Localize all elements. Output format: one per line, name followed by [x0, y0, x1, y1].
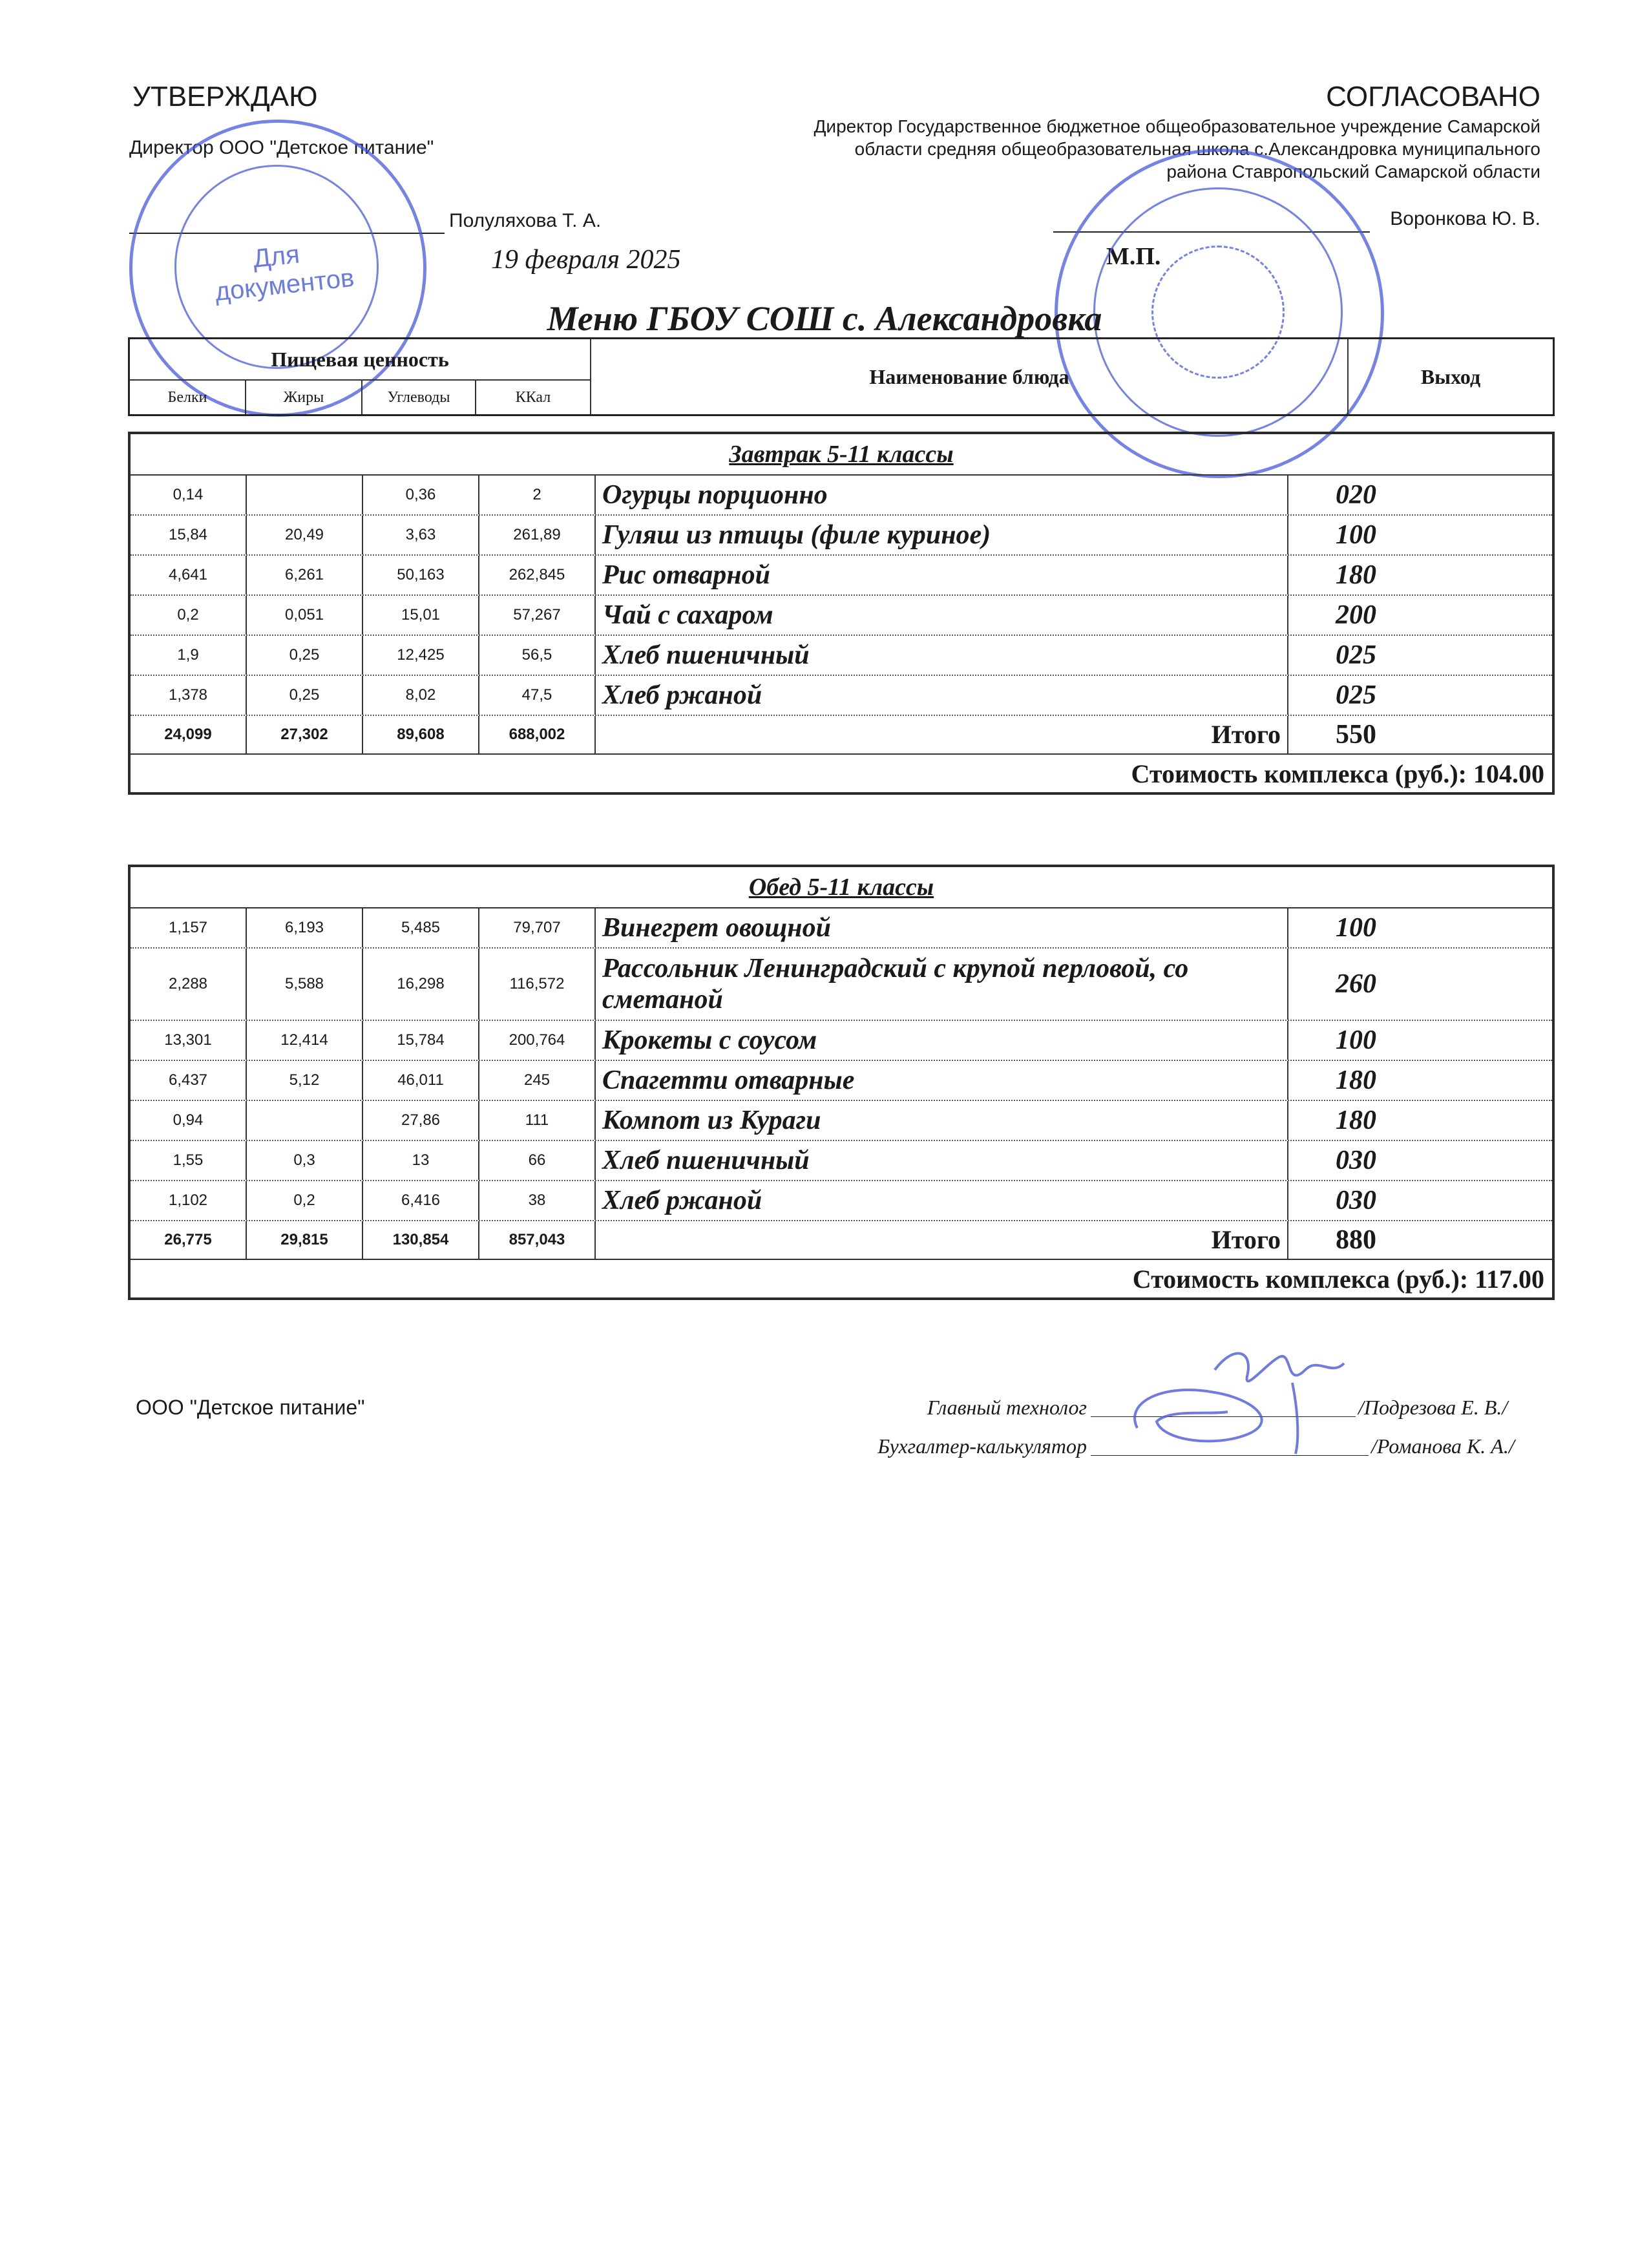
signatures [1086, 1331, 1396, 1460]
lunch-kcal: 38 [479, 1181, 596, 1220]
breakfast-row [131, 516, 1552, 556]
lunch-row [131, 1101, 1552, 1141]
breakfast-total-yield: 550 [1336, 720, 1376, 750]
breakfast-row [131, 596, 1552, 636]
breakfast-carbs: 3,63 [363, 516, 479, 554]
breakfast-carbs: 0,36 [363, 476, 479, 514]
lunch-kcal: 79,707 [479, 908, 596, 947]
breakfast-yield: 025 [1336, 680, 1376, 710]
lunch-yield: 030 [1336, 1186, 1376, 1215]
column-header [128, 337, 1555, 416]
breakfast-total-fat: 27,302 [247, 716, 363, 753]
lunch-total-fat: 29,815 [247, 1221, 363, 1259]
lunch-cost: Стоимость комплекса (руб.): 117.00 [1132, 1264, 1544, 1294]
breakfast-yield: 180 [1336, 560, 1376, 590]
lunch-total-protein: 26,775 [131, 1221, 247, 1259]
lunch-total-row [131, 1221, 1552, 1260]
breakfast-yield: 020 [1336, 480, 1376, 510]
breakfast-kcal: 56,5 [479, 636, 596, 675]
lunch-carbs: 6,416 [363, 1181, 479, 1220]
lunch-protein: 6,437 [131, 1061, 247, 1100]
nutrition-header: Пищевая ценность [130, 339, 591, 381]
approve-heading: УТВЕРЖДАЮ [132, 81, 318, 112]
breakfast-fat: 0,051 [247, 596, 363, 635]
approve-signer: Полуляхова Т. А. [449, 210, 602, 231]
lunch-yield: 260 [1336, 969, 1376, 999]
lunch-dish-name: Спагетти отварные [596, 1061, 1288, 1100]
lunch-yield: 100 [1336, 913, 1376, 943]
breakfast-title: Завтрак 5-11 классы [131, 434, 1552, 476]
lunch-dish-name: Хлеб пшеничный [596, 1141, 1288, 1180]
breakfast-dish-name: Хлеб ржаной [596, 676, 1288, 715]
lunch-kcal: 245 [479, 1061, 596, 1100]
breakfast-row [131, 636, 1552, 676]
yield-header: Выход [1420, 364, 1481, 388]
agree-heading: СОГЛАСОВАНО [1326, 81, 1540, 112]
breakfast-cost: Стоимость комплекса (руб.): 104.00 [1131, 759, 1544, 788]
lunch-protein: 0,94 [131, 1101, 247, 1140]
lunch-title: Обед 5-11 классы [131, 867, 1552, 908]
breakfast-total-protein: 24,099 [131, 716, 247, 753]
breakfast-carbs: 15,01 [363, 596, 479, 635]
breakfast-kcal: 57,267 [479, 596, 596, 635]
approve-stamp-text: Для документов [213, 240, 356, 307]
breakfast-dish-name: Рис отварной [596, 556, 1288, 594]
lunch-carbs: 46,011 [363, 1061, 479, 1100]
lunch-kcal: 66 [479, 1141, 596, 1180]
lunch-kcal: 116,572 [479, 949, 596, 1020]
agree-signer: Воронкова Ю. В. [1390, 208, 1540, 229]
breakfast-kcal: 262,845 [479, 556, 596, 594]
breakfast-fat: 6,261 [247, 556, 363, 594]
lunch-fat: 0,3 [247, 1141, 363, 1180]
breakfast-yield: 100 [1336, 520, 1376, 550]
breakfast-fat: 20,49 [247, 516, 363, 554]
lunch-protein: 13,301 [131, 1021, 247, 1060]
breakfast-carbs: 8,02 [363, 676, 479, 715]
breakfast-fat: 0,25 [247, 676, 363, 715]
breakfast-protein: 1,9 [131, 636, 247, 675]
breakfast-carbs: 50,163 [363, 556, 479, 594]
breakfast-row [131, 676, 1552, 716]
lunch-kcal: 111 [479, 1101, 596, 1140]
breakfast-dish-name: Гуляш из птицы (филе куриное) [596, 516, 1288, 554]
lunch-yield: 180 [1336, 1106, 1376, 1135]
lunch-carbs: 15,784 [363, 1021, 479, 1060]
lunch-table [128, 865, 1555, 1300]
lunch-protein: 2,288 [131, 949, 247, 1020]
lunch-total-yield: 880 [1336, 1225, 1376, 1255]
approve-date: 19 февраля 2025 [491, 245, 681, 275]
tech-label: Главный технолог [927, 1396, 1087, 1419]
lunch-carbs: 13 [363, 1141, 479, 1180]
breakfast-fat [247, 476, 363, 514]
carbs-header: Углеводы [362, 381, 476, 414]
approve-position: Директор ООО "Детское питание" [129, 137, 434, 158]
lunch-fat: 12,414 [247, 1021, 363, 1060]
breakfast-yield: 200 [1336, 600, 1376, 630]
breakfast-protein: 4,641 [131, 556, 247, 594]
breakfast-dish-name: Огурцы порционно [596, 476, 1288, 514]
lunch-protein: 1,102 [131, 1181, 247, 1220]
lunch-dish-name: Рассольник Ленинградский с крупой перловой, со сметаной [596, 949, 1288, 1020]
lunch-protein: 1,157 [131, 908, 247, 947]
breakfast-total-label: Итого [596, 716, 1288, 753]
dish-header: Наименование блюда [591, 339, 1349, 414]
lunch-total-label: Итого [596, 1221, 1288, 1259]
lunch-row [131, 949, 1552, 1021]
page-title: Меню ГБОУ СОШ с. Александровка [547, 299, 1102, 338]
breakfast-kcal: 47,5 [479, 676, 596, 715]
lunch-dish-name: Хлеб ржаной [596, 1181, 1288, 1220]
breakfast-protein: 0,2 [131, 596, 247, 635]
protein-header: Белки [130, 381, 246, 414]
lunch-kcal: 200,764 [479, 1021, 596, 1060]
lunch-row [131, 1021, 1552, 1061]
lunch-yield: 180 [1336, 1066, 1376, 1095]
breakfast-yield: 025 [1336, 640, 1376, 670]
lunch-total-carbs: 130,854 [363, 1221, 479, 1259]
agree-position-line3: района Ставропольский Самарской области [1166, 162, 1540, 182]
lunch-carbs: 27,86 [363, 1101, 479, 1140]
lunch-total-kcal: 857,043 [479, 1221, 596, 1259]
breakfast-table [128, 432, 1555, 795]
lunch-yield: 030 [1336, 1146, 1376, 1175]
acc-label: Бухгалтер-калькулятор [877, 1434, 1087, 1458]
kcal-header: ККал [476, 381, 591, 414]
lunch-row [131, 908, 1552, 949]
lunch-carbs: 16,298 [363, 949, 479, 1020]
acc-name: /Романова К. А./ [1371, 1434, 1515, 1458]
breakfast-protein: 15,84 [131, 516, 247, 554]
breakfast-dish-name: Хлеб пшеничный [596, 636, 1288, 675]
breakfast-protein: 0,14 [131, 476, 247, 514]
lunch-protein: 1,55 [131, 1141, 247, 1180]
tech-name: /Подрезова Е. В./ [1358, 1396, 1508, 1419]
breakfast-dish-name: Чай с сахаром [596, 596, 1288, 635]
lunch-fat [247, 1101, 363, 1140]
breakfast-row [131, 556, 1552, 596]
lunch-row [131, 1061, 1552, 1101]
footer-org: ООО "Детское питание" [136, 1396, 365, 1419]
breakfast-row [131, 476, 1552, 516]
breakfast-fat: 0,25 [247, 636, 363, 675]
lunch-carbs: 5,485 [363, 908, 479, 947]
lunch-fat: 0,2 [247, 1181, 363, 1220]
breakfast-protein: 1,378 [131, 676, 247, 715]
breakfast-carbs: 12,425 [363, 636, 479, 675]
lunch-fat: 5,588 [247, 949, 363, 1020]
lunch-dish-name: Компот из Кураги [596, 1101, 1288, 1140]
agree-position-line2: области средняя общеобразовательная школа с.Александровка муниципального [854, 139, 1540, 159]
agree-position-line1: Директор Государственное бюджетное общеобразовательное учреждение Самарской [814, 116, 1540, 136]
breakfast-kcal: 2 [479, 476, 596, 514]
lunch-fat: 6,193 [247, 908, 363, 947]
lunch-fat: 5,12 [247, 1061, 363, 1100]
breakfast-kcal: 261,89 [479, 516, 596, 554]
lunch-row [131, 1181, 1552, 1221]
breakfast-total-row [131, 716, 1552, 755]
breakfast-total-carbs: 89,608 [363, 716, 479, 753]
fat-header: Жиры [246, 381, 362, 414]
lunch-row [131, 1141, 1552, 1181]
lunch-dish-name: Винегрет овощной [596, 908, 1288, 947]
lunch-yield: 100 [1336, 1025, 1376, 1055]
breakfast-total-kcal: 688,002 [479, 716, 596, 753]
lunch-dish-name: Крокеты с соусом [596, 1021, 1288, 1060]
mp-label: М.П. [1106, 243, 1161, 270]
